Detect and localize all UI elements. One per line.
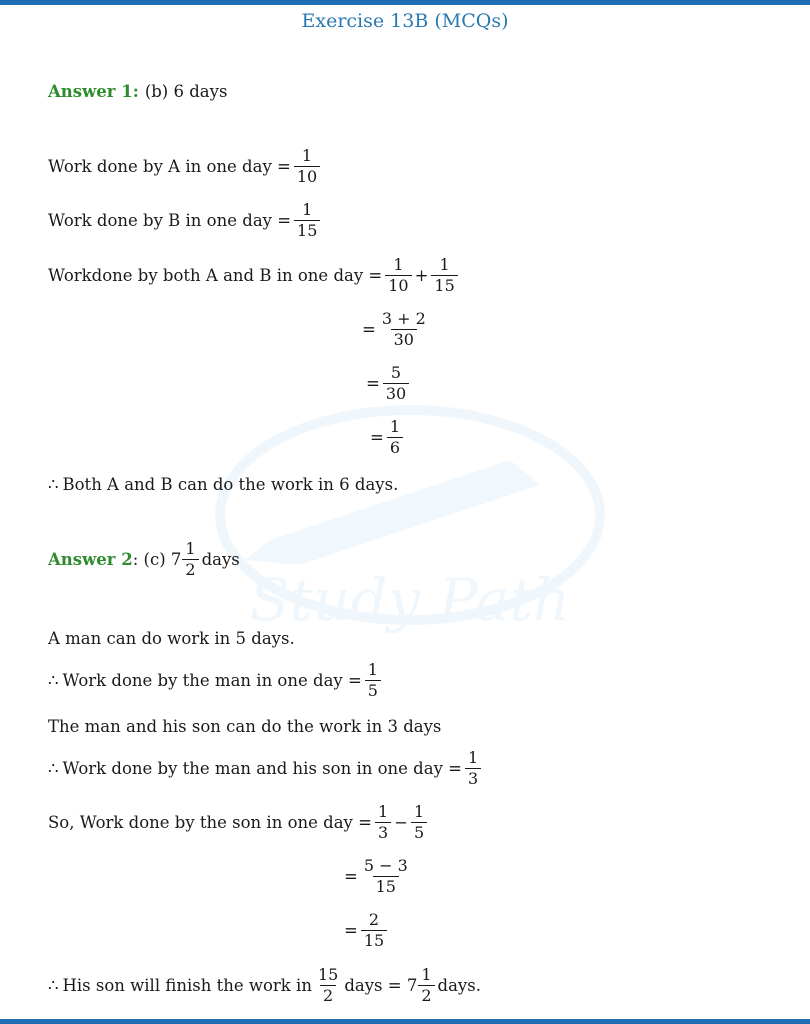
fraction-man: $\frac{1}{5}$ xyxy=(365,661,381,701)
watermark-logo xyxy=(210,390,610,660)
fraction-f2: $\frac{1}{15}$ xyxy=(431,256,457,296)
answer1-both-line xyxy=(48,256,461,296)
answer1-b-line xyxy=(48,201,323,241)
fraction-g1: $\frac{1}{3}$ xyxy=(375,803,391,843)
plus-sign: + xyxy=(414,266,429,286)
fraction-both: $\frac{1}{3}$ xyxy=(465,749,481,789)
answer2-step2: = $\frac{2}{15}$ xyxy=(344,911,390,951)
answer1-step2: = $\frac{5}{30}$ xyxy=(366,364,412,404)
therefore-symbol: ∴ xyxy=(48,976,59,996)
answer1-both-text: Workdone by both A and B in one day = xyxy=(48,266,383,286)
fraction-t2: $\frac{2}{15}$ xyxy=(361,911,387,951)
answer2-both-line: ∴ Work done by the man and his son in one day = $\frac{1}{3}$ xyxy=(48,749,484,789)
answer1-option: (b) 6 days xyxy=(144,82,228,101)
top-border xyxy=(0,0,810,5)
answer2-heading: Answer 2 : (c) 7 $\frac{1}{2}$ days xyxy=(48,539,240,580)
bottom-border xyxy=(0,1019,810,1024)
fraction-s2: $\frac{5}{30}$ xyxy=(383,364,409,404)
fraction-b: $\frac{1}{15}$ xyxy=(294,201,320,241)
therefore-symbol: ∴ xyxy=(48,671,59,691)
answer2-line1: A man can do work in 5 days. xyxy=(48,629,295,648)
fraction-final: $\frac{15}{2}$ xyxy=(317,965,339,1006)
answer2-son-line: So, Work done by the son in one day = $\frac{1}{3}$ − $\frac{1}{5}$ xyxy=(48,803,430,843)
therefore-symbol: ∴ xyxy=(48,475,59,494)
answer2-conclusion: ∴ His son will finish the work in $\frac{15}{2}$ days = 7 $\frac{1}{2}$ days. xyxy=(48,965,481,1006)
fraction-f1: $\frac{1}{10}$ xyxy=(385,256,411,296)
fraction-option: $\frac{1}{2}$ xyxy=(182,540,198,580)
answer1-conclusion: ∴ Both A and B can do the work in 6 days. xyxy=(48,475,399,494)
answer2-man-line: ∴ Work done by the man in one day = $\frac{1}{5}$ xyxy=(48,661,384,701)
fraction-t1: $\frac{5 - 3}{15}$ xyxy=(363,856,408,897)
answer2-step1: = $\frac{5 - 3}{15}$ xyxy=(344,857,414,897)
fraction-final-mixed: $\frac{1}{2}$ xyxy=(418,966,434,1006)
minus-sign: − xyxy=(394,813,408,833)
answer2-line3: The man and his son can do the work in 3 days xyxy=(48,717,442,736)
answer1-a-text: Work done by A in one day = xyxy=(48,157,291,177)
answer2-option: : (c) 7 xyxy=(132,550,182,570)
therefore-symbol: ∴ xyxy=(48,759,59,779)
page-title: Exercise 13B (MCQs) xyxy=(301,10,509,32)
answer1-step3: = $\frac{1}{6}$ xyxy=(370,418,406,458)
fraction-s3: $\frac{1}{6}$ xyxy=(387,418,403,458)
fraction-a: $\frac{1}{10}$ xyxy=(294,147,320,187)
answer2-label: Answer 2 xyxy=(48,550,133,570)
answer1-step1: = $\frac{3 + 2}{30}$ xyxy=(362,310,432,350)
answer1-a-line xyxy=(48,147,323,187)
answer1-heading xyxy=(48,82,227,101)
answer1-b-text: Work done by B in one day = xyxy=(48,211,292,231)
watermark-text: Study Path xyxy=(249,566,571,634)
fraction-s1: $\frac{3 + 2}{30}$ xyxy=(381,309,426,350)
fraction-g2: $\frac{1}{5}$ xyxy=(411,803,427,843)
answer1-label: Answer 1: xyxy=(48,82,139,101)
